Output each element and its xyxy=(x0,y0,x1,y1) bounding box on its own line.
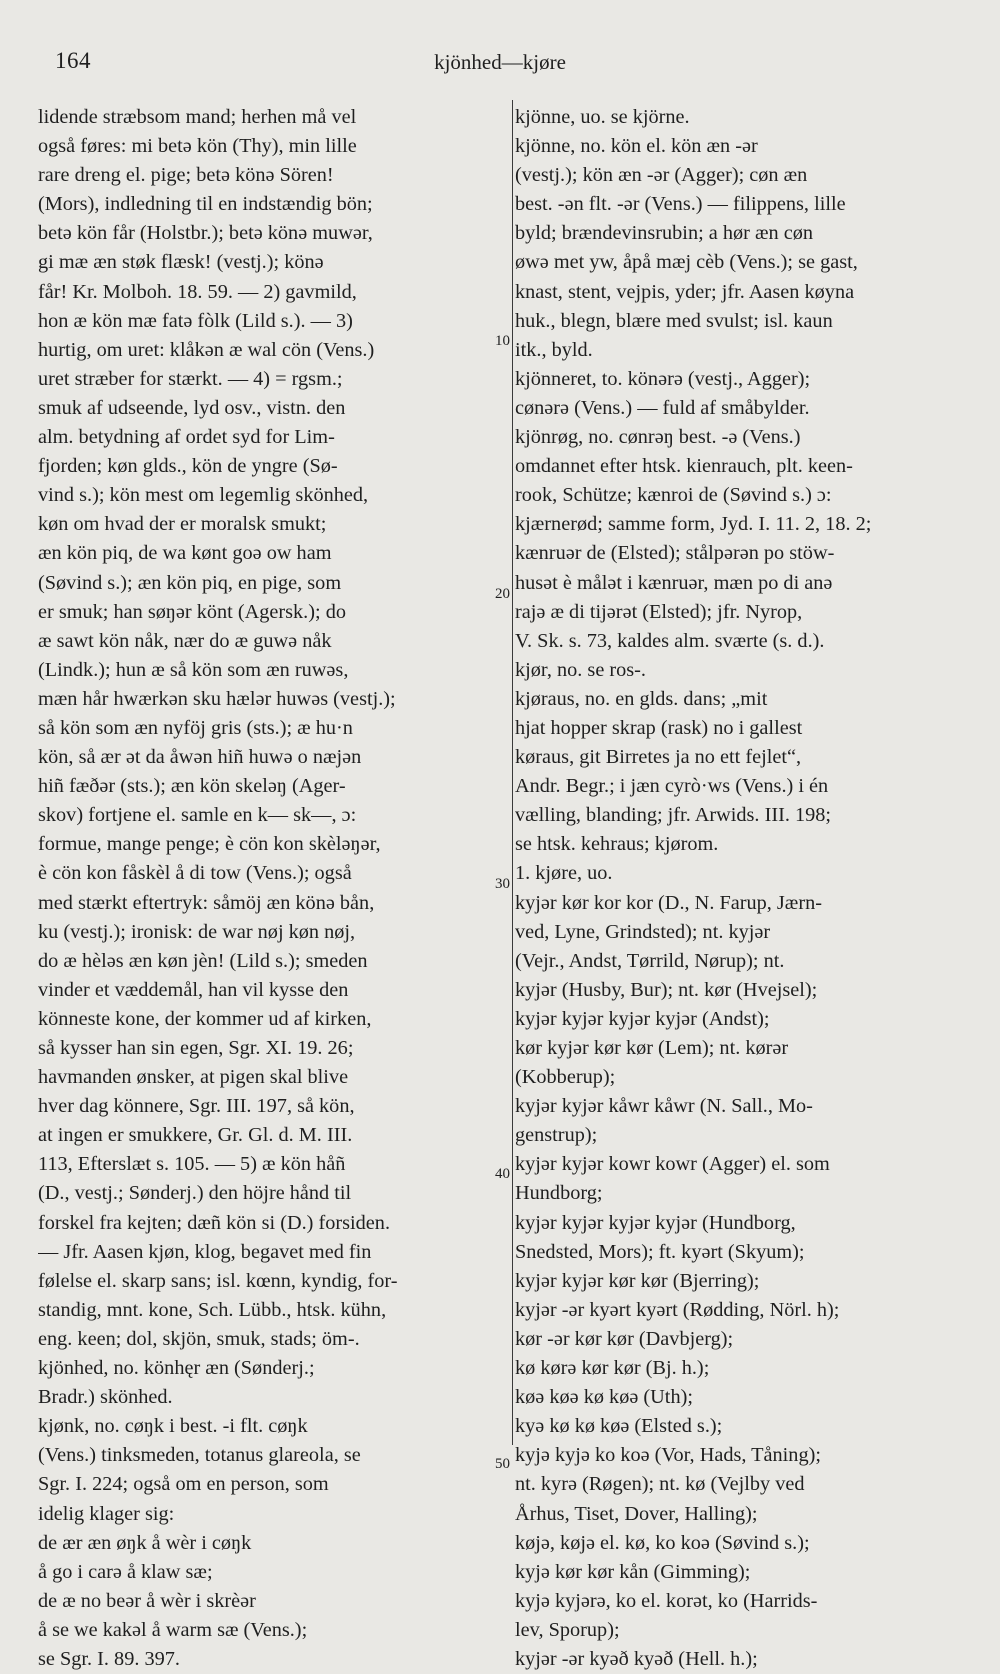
text-line: de æ no beər å wèr i skrèər xyxy=(38,1589,256,1612)
text-line: kyjə kør kør kån (Gimming); xyxy=(515,1560,751,1583)
text-line: lev, Sporup); xyxy=(515,1618,620,1641)
text-line: de ær æn øŋk å wèr i cøŋk xyxy=(38,1531,252,1554)
right-column xyxy=(515,103,955,1674)
text-line: do æ hèləs æn køn jèn! (Lild s.); smeden xyxy=(38,949,368,972)
text-line: (Lindk.); hun æ så kön som æn ruwəs, xyxy=(38,658,349,681)
text-line: fjorden; køn glds., kön de yngre (Sø- xyxy=(38,455,338,478)
text-line: vinder et væddemål, han vil kysse den xyxy=(38,978,349,1001)
text-line: kø kørə kør kør (Bj. h.); xyxy=(515,1357,710,1380)
text-line: ku (vestj.); ironisk: de war nøj køn nøj, xyxy=(38,920,356,943)
text-line: cønərə (Vens.) — fuld af småbylder. xyxy=(515,396,810,419)
text-line: (vestj.); kön æn -ər (Agger); cøn æn xyxy=(515,164,808,187)
text-line: Århus, Tiset, Dover, Halling); xyxy=(515,1502,758,1525)
text-line: Andr. Begr.; i jæn cyrò·ws (Vens.) i én xyxy=(515,775,829,798)
text-line: kør kyjər kør kør (Lem); nt. kørər xyxy=(515,1037,789,1059)
text-line: kyjər (Husby, Bur); nt. kør (Hvejsel); xyxy=(515,978,818,1001)
text-line: hurtig, om uret: klåkən æ wal cön (Vens.) xyxy=(38,338,375,361)
text-line: mæn hår hwærkən sku hælər huwəs (vestj.); xyxy=(38,687,396,710)
text-line: è cön kon fåskèl å di tow (Vens.); også xyxy=(38,862,352,885)
text-line: rare dreng el. pige; betə könə Sören! xyxy=(38,164,334,187)
text-line: kyjər kyjər kåwr kåwr (N. Sall., Mo- xyxy=(515,1095,813,1118)
text-line: at ingen er smukkere, Gr. Gl. d. M. III. xyxy=(38,1124,353,1147)
text-line: får! Kr. Molboh. 18. 59. — 2) gavmild, xyxy=(38,280,357,303)
left-column xyxy=(38,103,503,1674)
text-line: ved, Lyne, Grindsted); nt. kyjər xyxy=(515,920,771,943)
text-line: byld; brændevinsrubin; a hør æn cøn xyxy=(515,222,813,245)
text-line: kyjər kør kor kor (D., N. Farup, Jærn- xyxy=(515,891,822,914)
text-line: så kysser han sin egen, Sgr. XI. 19. 26; xyxy=(38,1037,354,1059)
text-line: følelse el. skarp sans; isl. kœnn, kyndig, for- xyxy=(38,1269,398,1292)
text-line: så kön som æn nyföj gris (sts.); æ hu·n xyxy=(38,716,353,739)
text-line: (Vejr., Andst, Tørrild, Nørup); nt. xyxy=(515,949,785,972)
text-line: hjat hopper skrap (rask) no i gallest xyxy=(515,716,803,739)
text-line: køjə, køjə el. kø, ko koə (Søvind s.); xyxy=(515,1531,810,1554)
text-line: kyjər kyjər kyjər kyjər (Andst); xyxy=(515,1007,770,1030)
line-number-30: 30 xyxy=(495,876,510,892)
text-line: knast, stent, vejpis, yder; jfr. Aasen køyna xyxy=(515,280,855,303)
text-line: lidende stræbsom mand; herhen må vel xyxy=(38,106,357,128)
text-line: skov) fortjene el. samle en k— sk—, ɔ: xyxy=(38,804,357,827)
text-line: kjönrøg, no. cønrəŋ best. -ə (Vens.) xyxy=(515,426,801,449)
text-line: å go i carə å klaw sæ; xyxy=(38,1560,213,1583)
running-head: kjönhed—kjøre xyxy=(434,50,566,74)
text-line: betə kön får (Holstbr.); betə könə muwər, xyxy=(38,222,373,245)
line-number-10: 10 xyxy=(495,333,510,349)
text-line: husət è målət i kænruər, mæn po di anə xyxy=(515,571,833,594)
text-line: se htsk. kehraus; kjørom. xyxy=(515,833,719,856)
text-line: 113, Efterslæt s. 105. — 5) æ kön håñ xyxy=(38,1153,346,1176)
text-line: kjönhed, no. könhęr æn (Sønderj.; xyxy=(38,1357,315,1380)
text-line: æ sawt kön nåk, nær do æ guwə nåk xyxy=(38,629,332,652)
text-line: kyjər -ər kyərt kyərt (Rødding, Nörl. h); xyxy=(515,1298,840,1321)
text-line: Hundborg; xyxy=(515,1182,603,1205)
text-line: kyjər -ər kyəð kyəð (Hell. h.); xyxy=(515,1647,758,1670)
text-line: hiñ fæðər (sts.); æn kön skeləŋ (Ager- xyxy=(38,775,346,798)
text-line: kjönne, uo. se kjörne. xyxy=(515,106,690,128)
text-line: kjønk, no. cøŋk i best. -i flt. cøŋk xyxy=(38,1415,308,1438)
text-line: alm. betydning af ordet syd for Lim- xyxy=(38,426,335,449)
text-line: køraus, git Birretes ja no ett fejlet“, xyxy=(515,746,802,769)
text-line: køn om hvad der er moralsk smukt; xyxy=(38,513,327,536)
text-line: forskel fra kejten; dæñ kön si (D.) forsiden. xyxy=(38,1211,391,1234)
text-line: havmanden ønsker, at pigen skal blive xyxy=(38,1066,349,1089)
text-line: vind s.); kön mest om legemlig skönhed, xyxy=(38,484,369,507)
text-line: æn kön piq, de wa kønt goə ow ham xyxy=(38,542,332,565)
text-line: kyə kø kø køə (Elsted s.); xyxy=(515,1415,723,1438)
text-line: også føres: mi betə kön (Thy), min lille xyxy=(38,135,357,158)
text-line: smuk af udseende, lyd osv., vistn. den xyxy=(38,396,346,419)
text-line: (D., vestj.; Sønderj.) den höjre hånd til xyxy=(38,1182,352,1205)
text-line: kjönneret, to. könərə (vestj., Agger); xyxy=(515,367,811,390)
text-line: kjönne, no. kön el. kön æn -ər xyxy=(515,135,758,158)
text-line: kyjər kyjər kowr kowr (Agger) el. som xyxy=(515,1153,830,1176)
text-line: vælling, blanding; jfr. Arwids. III. 198; xyxy=(515,804,832,827)
text-line: könneste kone, der kommer ud af kirken, xyxy=(38,1007,372,1030)
text-line: genstrup); xyxy=(515,1124,598,1147)
text-line: kyjə kyjə ko koə (Vor, Hads, Tåning); xyxy=(515,1444,821,1467)
text-line: kjøraus, no. en glds. dans; „mit xyxy=(515,687,768,710)
text-line: huk., blegn, blære med svulst; isl. kaun xyxy=(515,309,833,332)
text-line: Snedsted, Mors); ft. kyərt (Skyum); xyxy=(515,1240,805,1263)
text-line: (Mors), indledning til en indstændig bön; xyxy=(38,193,373,216)
line-number-20: 20 xyxy=(495,586,510,602)
text-line: øwə met yw, åpå mæj cèb (Vens.); se gast, xyxy=(515,251,858,274)
line-number-50: 50 xyxy=(495,1456,510,1472)
text-line: omdannet efter htsk. kienrauch, plt. keen- xyxy=(515,455,853,478)
text-line: 1. kjøre, uo. xyxy=(515,862,613,885)
text-line: (Vens.) tinksmeden, totanus glareola, se xyxy=(38,1444,361,1467)
line-number-40: 40 xyxy=(495,1166,510,1182)
text-line: hon æ kön mæ fatə fòlk (Lild s.). — 3) xyxy=(38,309,353,332)
text-line: Bradr.) skönhed. xyxy=(38,1386,173,1409)
text-line: idelig klager sig: xyxy=(38,1502,175,1525)
text-line: kjærnerød; samme form, Jyd. I. 11. 2, 18. 2; xyxy=(515,513,872,536)
text-line: se Sgr. I. 89. 397. xyxy=(38,1647,180,1670)
text-line: formue, mange penge; è cön kon skèləŋər, xyxy=(38,833,381,856)
text-line: — Jfr. Aasen kjøn, klog, begavet med fin xyxy=(38,1240,372,1263)
text-line: eng. keen; dol, skjön, smuk, stads; öm-. xyxy=(38,1327,360,1350)
text-line: kænruər de (Elsted); stålpərən po stöw- xyxy=(515,542,835,565)
text-line: itk., byld. xyxy=(515,338,593,361)
text-line: (Kobberup); xyxy=(515,1066,616,1089)
page-number: 164 xyxy=(55,48,91,73)
text-line: kyjər kyjər kyjər kyjər (Hundborg, xyxy=(515,1211,796,1234)
text-line: uret stræber for stærkt. — 4) = rgsm.; xyxy=(38,367,343,390)
text-line: standig, mnt. kone, Sch. Lübb., htsk. kühn, xyxy=(38,1298,387,1321)
text-line: kjør, no. se ros-. xyxy=(515,658,646,681)
text-line: best. -ən flt. -ər (Vens.) — filippens, lille xyxy=(515,193,846,216)
text-line: køə køə kø køə (Uth); xyxy=(515,1386,693,1409)
text-line: kyjər kyjər kør kør (Bjerring); xyxy=(515,1269,760,1292)
text-line: kyjə kyjərə, ko el. korət, ko (Harrids- xyxy=(515,1589,818,1612)
text-line: å se we kakəl å warm sæ (Vens.); xyxy=(38,1618,308,1641)
text-line: Sgr. I. 224; også om en person, som xyxy=(38,1473,329,1496)
text-line: med stærkt eftertryk: såmöj æn könə bån, xyxy=(38,891,375,914)
text-line: kön, så ær ət da åwən hiñ huwə o næjən xyxy=(38,746,362,769)
text-line: (Søvind s.); æn kön piq, en pige, som xyxy=(38,571,342,594)
text-line: hver dag könnere, Sgr. III. 197, så kön, xyxy=(38,1095,355,1118)
text-line: er smuk; han søŋər könt (Agersk.); do xyxy=(38,600,346,623)
text-line: nt. kyrə (Røgen); nt. kø (Vejlby ved xyxy=(515,1473,805,1496)
text-line: V. Sk. s. 73, kaldes alm. sværte (s. d.). xyxy=(515,629,825,652)
column-rule xyxy=(512,100,513,1445)
text-line: rook, Schütze; kænroi de (Søvind s.) ɔ: xyxy=(515,484,832,507)
text-line: kør -ər kør kør (Davbjerg); xyxy=(515,1327,734,1350)
text-line: rajə æ di tijərət (Elsted); jfr. Nyrop, xyxy=(515,600,803,623)
text-line: gi mæ æn støk flæsk! (vestj.); könə xyxy=(38,251,324,274)
